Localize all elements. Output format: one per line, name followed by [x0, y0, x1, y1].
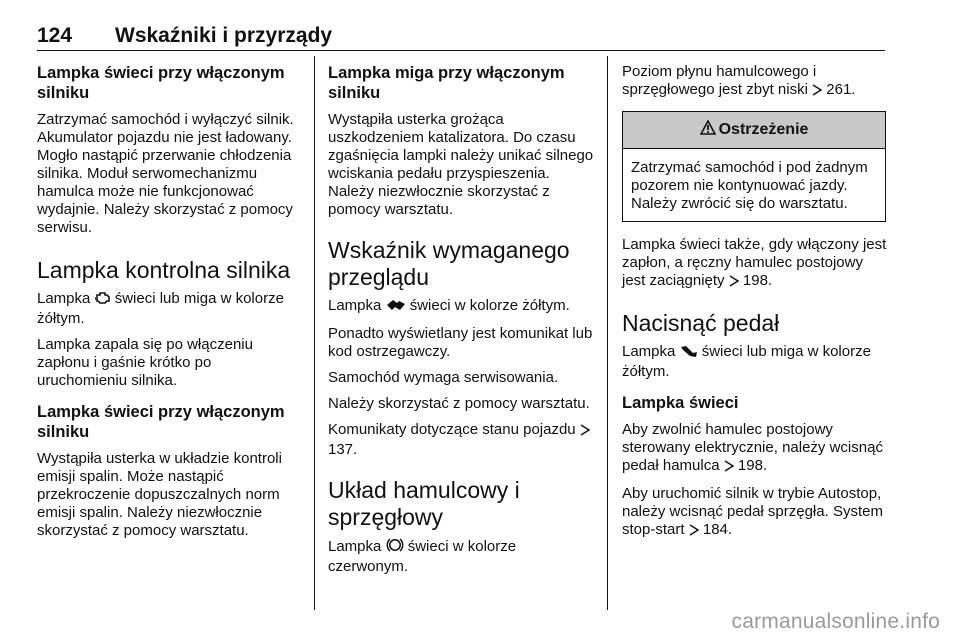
paragraph: [622, 421, 890, 477]
watermark: carmanualsonline.info: [731, 610, 940, 633]
text-fragment: świeci lub miga w kolorze żółtym.: [37, 290, 284, 327]
page-header: [37, 24, 885, 51]
paragraph: [328, 537, 596, 576]
column-1: [37, 63, 305, 548]
text-fragment: świeci w kolorze czerwonym.: [328, 538, 517, 575]
warning-text: Zatrzymać samochód i pod żadnym pozorem nie kontynuować jazdy. Należy zwrócić się do warsztatu.: [631, 159, 868, 212]
paragraph: [622, 63, 890, 101]
page-title: Wskaźniki i przyrządy: [115, 24, 333, 47]
warning-title: Ostrzeżenie: [718, 121, 809, 138]
paragraph: Należy skorzystać z pomocy warsztatu.: [328, 395, 590, 412]
column-divider-2: [607, 56, 608, 610]
page-reference: 137.: [328, 441, 358, 458]
section-heading: Lampka świeci przy włączonym silniku: [37, 403, 285, 441]
paragraph: [328, 297, 596, 317]
text-fragment: świeci lub miga w kolorze żółtym.: [622, 343, 871, 380]
section-title: Układ hamulcowy i sprzęgłowy: [328, 477, 520, 530]
press-pedal-icon: [680, 344, 698, 363]
paragraph: [622, 236, 890, 292]
text-fragment: Lampka: [328, 297, 382, 314]
page-reference: 261.: [826, 81, 856, 98]
engine-check-icon: [95, 290, 111, 310]
text-fragment: Poziom płynu hamulcowego i sprzęgłowego jest zbyt niski: [622, 63, 817, 98]
text-fragment: Lampka świeci także, gdy włączony jest zapłon, a ręczny hamulec postojowy jest zaciągnięty: [622, 236, 887, 289]
text-fragment: Lampka: [328, 538, 382, 555]
warning-header: [623, 112, 885, 149]
warning-triangle-icon: [700, 120, 716, 140]
text-fragment: Komunikaty dotyczące stanu pojazdu: [328, 421, 576, 438]
page-number: 124: [37, 24, 73, 47]
page-reference-arrow-icon: [580, 423, 590, 441]
section-title: Wskaźnik wymaganego przeglądu: [328, 237, 570, 290]
column-3: [622, 63, 890, 549]
paragraph: Samochód wymaga serwisowania.: [328, 369, 559, 386]
text-fragment: Aby uruchomić silnik w trybie Autostop, należy wcisnąć pedał sprzęgła. System stop-start: [622, 485, 883, 538]
page-reference-arrow-icon: [724, 459, 734, 477]
page-reference: 198.: [737, 457, 768, 474]
section-heading: Lampka świeci przy włączonym silniku: [37, 64, 285, 102]
paragraph: Wystąpiła usterka w układzie kontroli emisji spalin. Może nastąpić przekroczenie dopuszczalnych norm emisji spalin. Należy niezwłocznie skorzystać z pomocy warsztatu.: [37, 450, 282, 539]
paragraph: [622, 343, 890, 381]
page-reference-arrow-icon: [689, 523, 699, 541]
warning-box: [622, 111, 886, 222]
paragraph: [328, 421, 596, 459]
page-reference: 184.: [702, 521, 733, 538]
paragraph: Wystąpiła usterka grożąca uszkodzeniem katalizatora. Do czasu zgaśnięcia lampki należy unikać silnego wciskania pedału przyspieszenia. Należy niezwłocznie skorzystać z pomocy warsztatu.: [328, 111, 594, 218]
page-reference: 198.: [742, 272, 773, 289]
text-fragment: świeci w kolorze żółtym.: [409, 297, 570, 314]
service-wrench-icon: [386, 298, 406, 317]
paragraph: Lampka zapala się po włączeniu zapłonu i gaśnie krótko po uruchomieniu silnika.: [37, 336, 253, 389]
section-heading: Lampka świeci: [622, 394, 739, 412]
section-heading: Lampka miga przy włączonym silniku: [328, 64, 565, 102]
brake-system-icon: [386, 537, 404, 558]
column-2: [328, 63, 596, 584]
page-reference-arrow-icon: [729, 274, 739, 292]
text-fragment: Lampka: [622, 343, 676, 360]
paragraph: [37, 290, 305, 328]
paragraph: Ponadto wyświetlany jest komunikat lub kod ostrzegawczy.: [328, 325, 593, 360]
page-reference-arrow-icon: [812, 83, 822, 101]
column-divider-1: [314, 56, 315, 610]
text-fragment: Lampka: [37, 290, 91, 307]
section-title: Nacisnąć pedał: [622, 310, 780, 336]
section-title: Lampka kontrolna silnika: [37, 257, 291, 283]
paragraph: Zatrzymać samochód i wyłączyć silnik. Akumulator pojazdu nie jest ładowany. Mogło nastąpić przerwanie chłodzenia silnika. Moduł serwomechanizmu hamulca może nie funkcjonować wydajnie. Należy skorzystać z pomocy serwisu.: [37, 111, 294, 236]
text-fragment: Aby zwolnić hamulec postojowy sterowany elektrycznie, należy wcisnąć pedał hamulca: [622, 421, 883, 474]
paragraph: [622, 485, 890, 541]
